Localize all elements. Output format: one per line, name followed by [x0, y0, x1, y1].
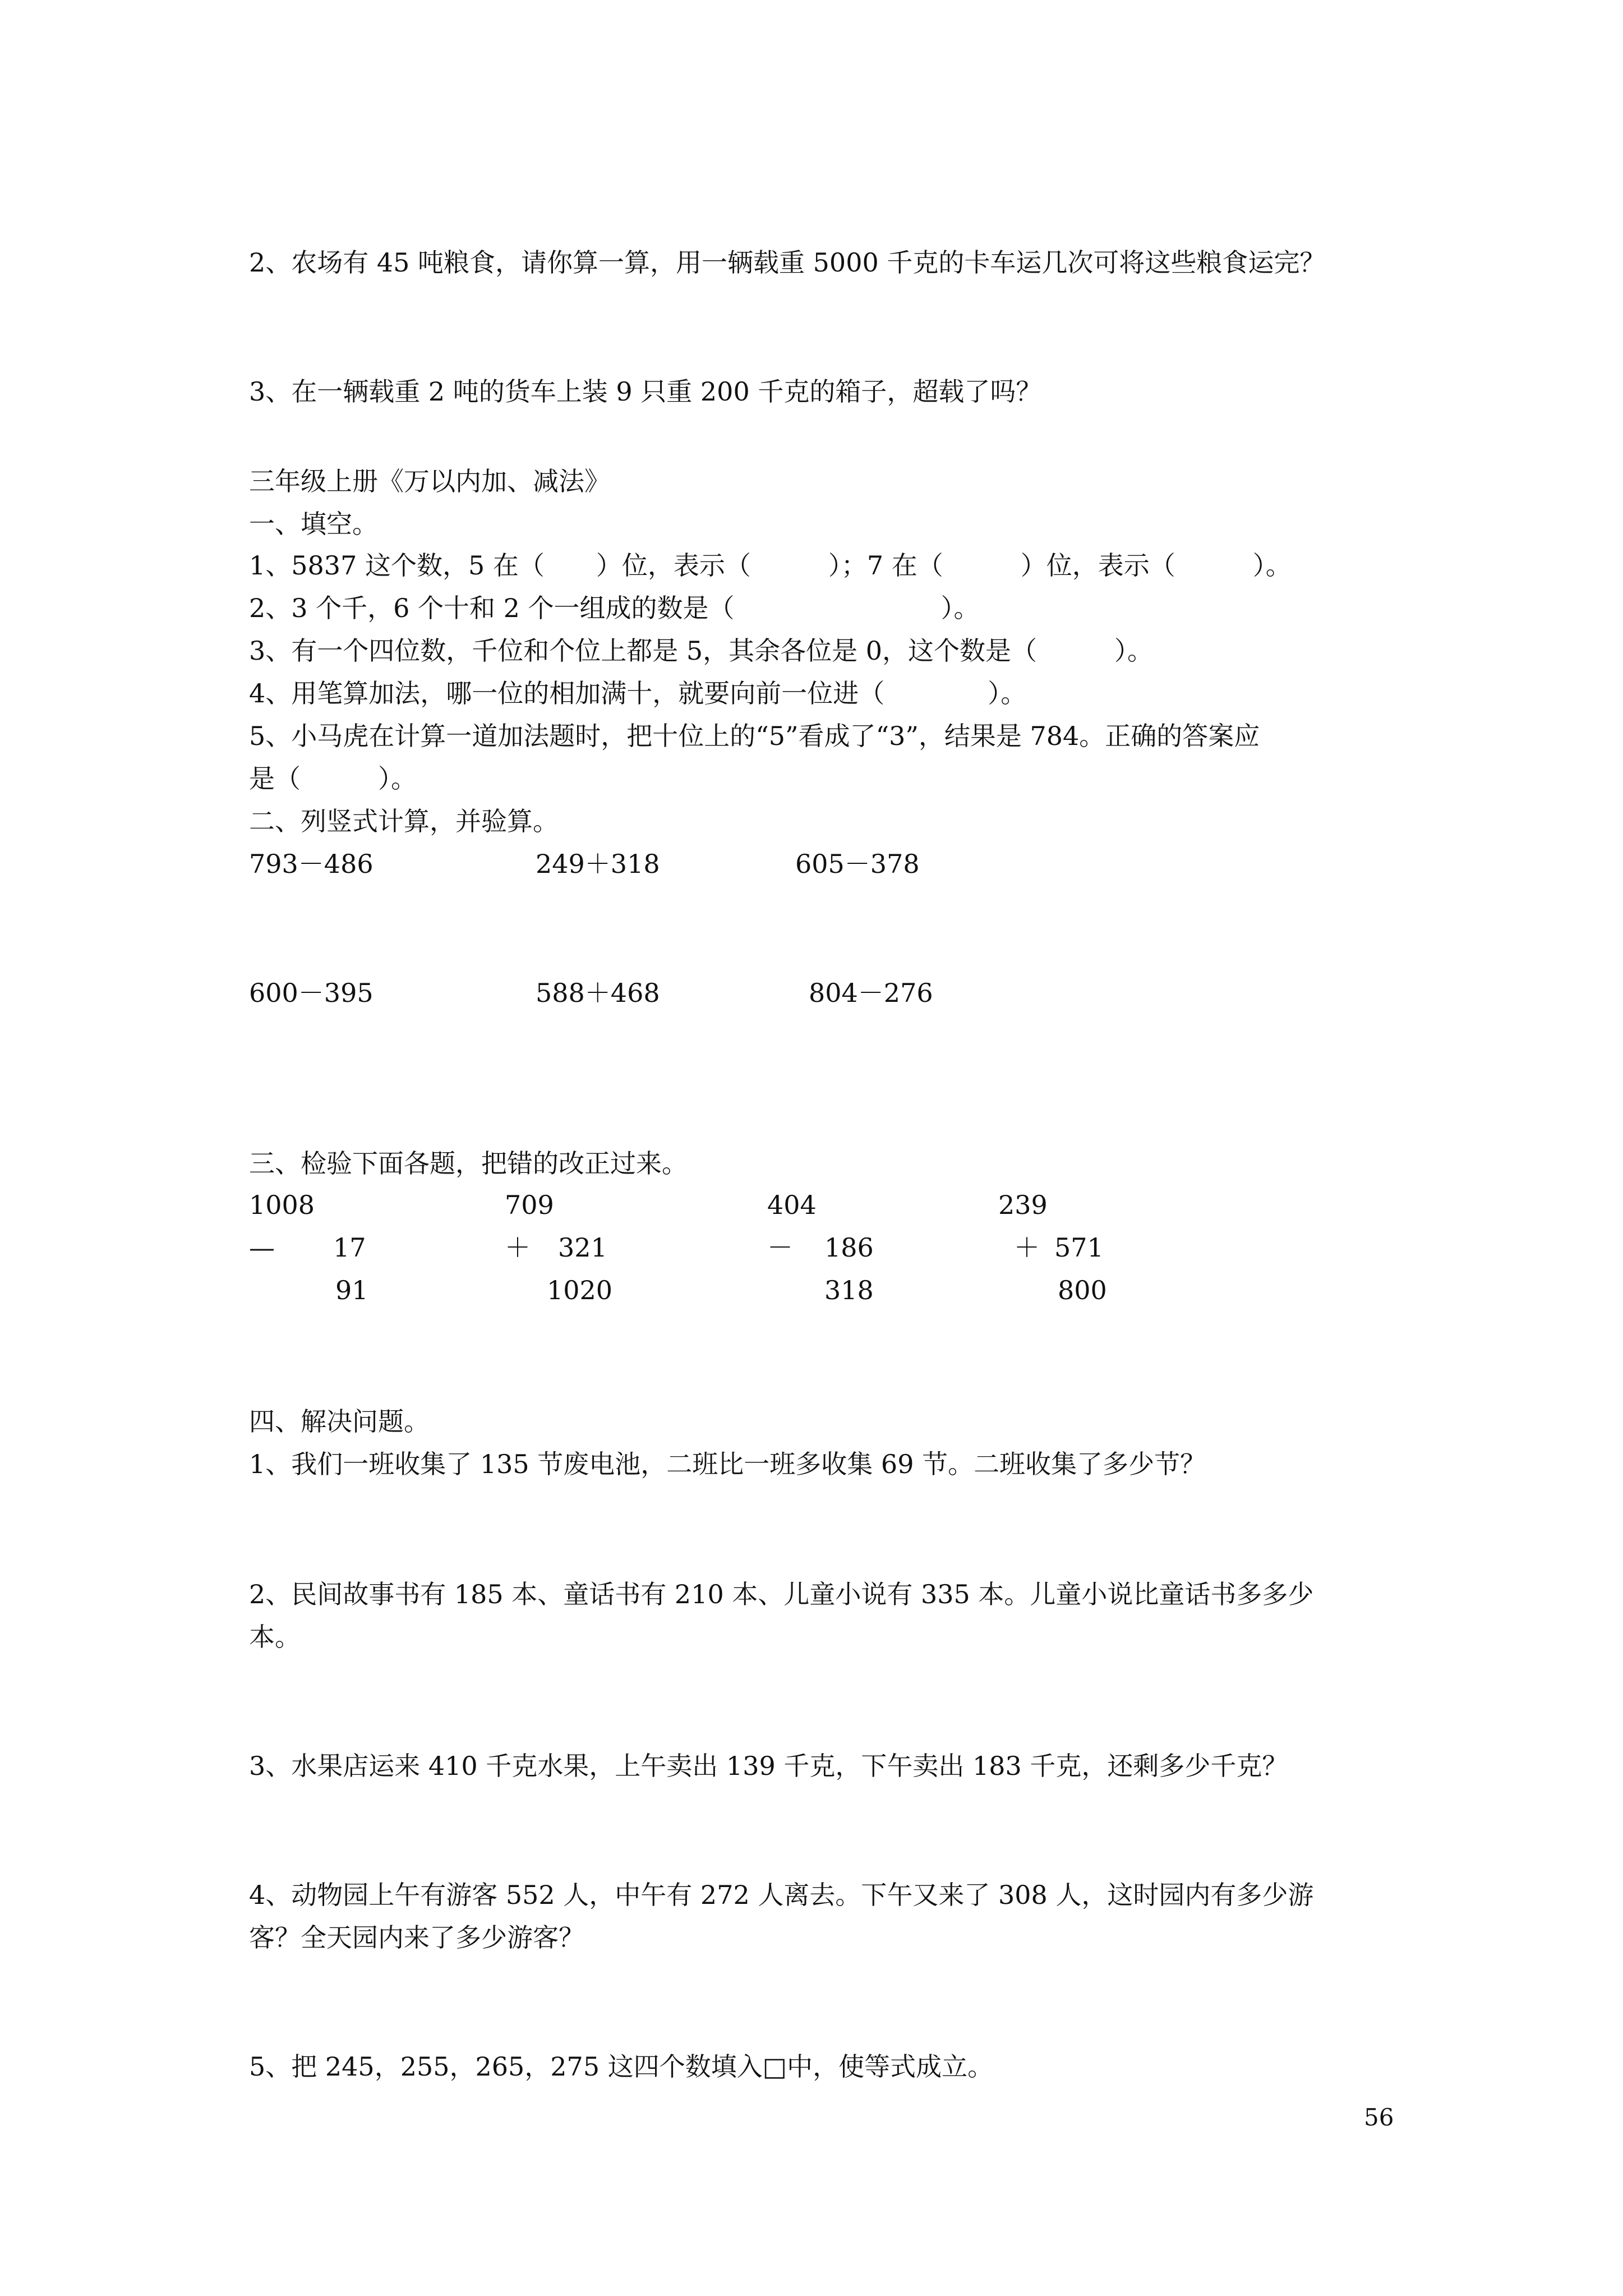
calc-1-2: 249＋318 [536, 849, 660, 879]
check-2-result: 1020 [547, 1275, 613, 1305]
check-1-top: 1008 [249, 1190, 315, 1220]
solve-q5: 5、把 245，255，265，275 这四个数填入□中，使等式成立。 [249, 2051, 994, 2082]
check-2-second: 321 [558, 1232, 607, 1263]
check-3-op: － [767, 1232, 793, 1263]
check-2-top: 709 [505, 1190, 554, 1220]
check-1-result: 91 [335, 1275, 368, 1305]
unit-title: 三年级上册《万以内加、减法》 [249, 466, 610, 496]
check-1-op: — [249, 1232, 275, 1263]
check-3-result: 318 [824, 1275, 874, 1305]
section4-heading: 四、解决问题。 [249, 1406, 430, 1437]
solve-q2-line1: 2、民间故事书有 185 本、童话书有 210 本、儿童小说有 335 本。儿童小说比童话书多多少 [249, 1579, 1314, 1609]
page-number: 56 [1364, 2104, 1394, 2131]
section3-heading: 三、检验下面各题，把错的改正过来。 [249, 1148, 688, 1179]
check-3-second: 186 [824, 1232, 874, 1263]
fill-item-2: 2、3 个千，6 个十和 2 个一组成的数是（ ）。 [249, 593, 980, 623]
check-4-second: 571 [1054, 1232, 1104, 1263]
fill-item-3: 3、有一个四位数，千位和个位上都是 5，其余各位是 0，这个数是（ ）。 [249, 636, 1154, 666]
fill-item-5-line1: 5、小马虎在计算一道加法题时，把十位上的“5”看成了“3”，结果是 784。正确的答案应 [249, 721, 1260, 751]
fill-item-4: 4、用笔算加法，哪一位的相加满十，就要向前一位进（ ）。 [249, 678, 1027, 708]
check-4-result: 800 [1058, 1275, 1107, 1305]
solve-q1: 1、我们一班收集了 135 节废电池，二班比一班多收集 69 节。二班收集了多少节？ [249, 1449, 1206, 1479]
problem-2-top: 2、农场有 45 吨粮食，请你算一算，用一辆载重 5000 千克的卡车运几次可将这些粮食运完？ [249, 247, 1326, 278]
problem-3-top: 3、在一辆载重 2 吨的货车上装 9 只重 200 千克的箱子，超载了吗？ [249, 376, 1042, 407]
check-4-top: 239 [998, 1190, 1048, 1220]
solve-q3: 3、水果店运来 410 千克水果，上午卖出 139 千克，下午卖出 183 千克，还剩多少千克？ [249, 1751, 1288, 1781]
solve-q4-line2: 客？全天园内来了多少游客？ [249, 1922, 584, 1953]
check-4-op: ＋ [1014, 1232, 1040, 1263]
check-2-op: ＋ [505, 1232, 531, 1263]
calc-2-2: 588＋468 [536, 978, 660, 1008]
section1-heading: 一、填空。 [249, 509, 378, 539]
calc-1-1: 793－486 [249, 849, 374, 879]
calc-2-3: 804－276 [809, 978, 933, 1008]
solve-q4-line1: 4、动物园上午有游客 552 人，中午有 272 人离去。下午又来了 308 人，这时园内有多少游 [249, 1880, 1314, 1910]
check-1-second: 17 [333, 1232, 366, 1263]
fill-item-5-line2: 是（ ）。 [249, 763, 417, 794]
fill-item-1: 1、5837 这个数，5 在（ ）位，表示（ ）；7 在（ ）位，表示（ ）。 [249, 550, 1292, 581]
check-3-top: 404 [767, 1190, 817, 1220]
solve-q2-line2: 本。 [249, 1622, 301, 1652]
section2-heading: 二、列竖式计算，并验算。 [249, 806, 559, 836]
calc-1-3: 605－378 [795, 849, 920, 879]
calc-2-1: 600－395 [249, 978, 374, 1008]
